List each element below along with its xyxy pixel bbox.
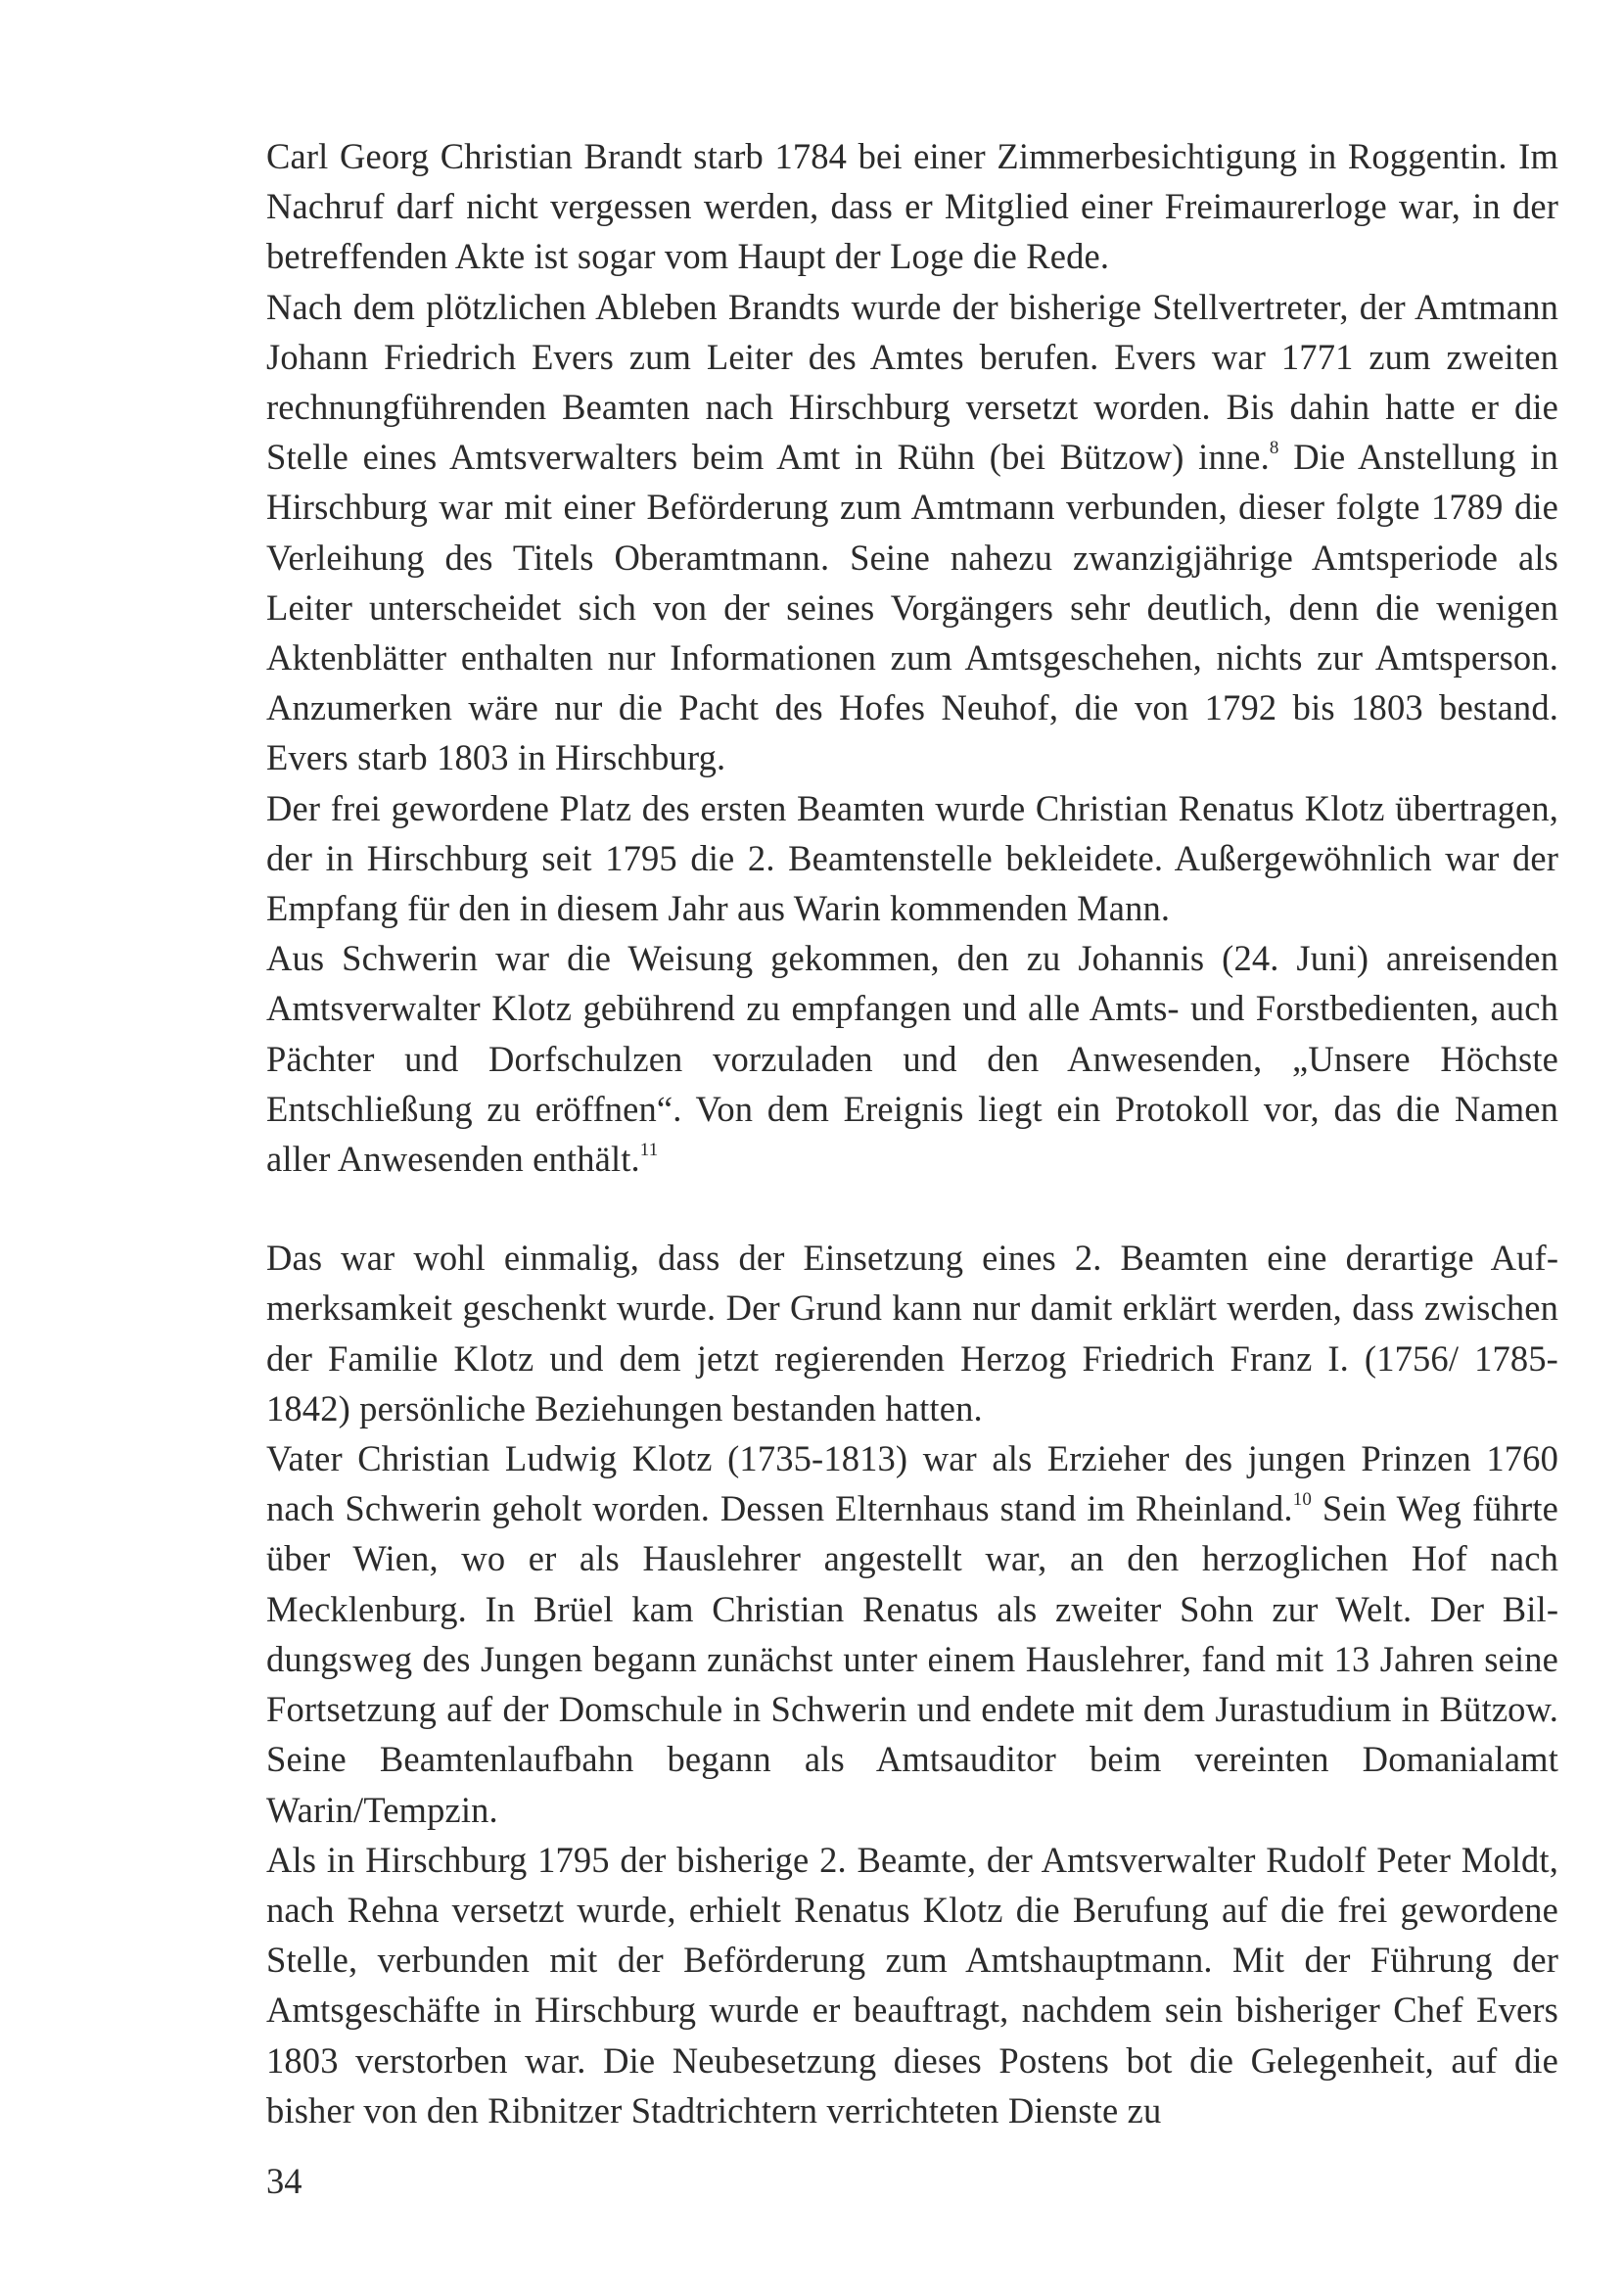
paragraph-text: Vater Christian Ludwig Klotz (1735-1813) war als Erzieher des jungen Prinzen 1760 nach Schwerin geholt worden. Dessen Elternhaus stand im Rheinland. [266,1438,1558,1529]
paragraph [266,1433,1558,1835]
paragraph-text: Sein Weg führte über Wien, wo er als Hauslehrer angestellt war, an den herzoglichen Hof nach Mecklenburg. In Brüel kam Christian Renatus als zweiter Sohn zur Welt. Der Bildungsweg des Jungen begann zunächst unter einem Hauslehrer, fand mit 13 Jahren seine Fortsetzung auf der Domschule in Schwerin und endete mit dem Jurastudium in Bützow. Seine Beamtenlaufbahn begann als Amtsauditor beim vereinten Domanialamt Warin/Tempzin. [266,1488,1558,1830]
paragraph [266,933,1558,1184]
footnote-marker: 11 [639,1139,659,1160]
paragraph-text: Die Anstellung in Hirschburg war mit einer Beförderung zum Amtmann verbunden, dieser folgte 1789 die Verleihung des Titels Oberamtmann. Seine nahezu zwanzigjährige Amtsperiode als Leiter unterscheidet sich von der seines Vorgängers sehr deutlich, denn die wenigen Aktenblätter enthalten nur Informationen zum Amtsgeschehen, nichts zur Amtsperson. Anzumerken wäre nur die Pacht des Hofes Neuhof, die von 1792 bis 1803 bestand. Evers starb 1803 in Hirschburg. [266,437,1559,778]
paragraph-text: Carl Georg Christian Brandt starb 1784 bei einer Zimmerbesichtigung in Roggentin. Im Nachruf darf nicht vergessen werden, dass er Mitglied einer Freimaurerloge war, in der betreffenden Akte ist sogar vom Haupt der Loge die Rede. [266,136,1558,277]
paragraph [266,131,1558,282]
paragraph-text: Als in Hirschburg 1795 der bisherige 2. Beamte, der Amtsverwalter Rudolf Peter Moldt, nach Rehna versetzt wurde, erhielt Renatus Klotz die Berufung auf die frei gewordene Stelle, verbunden mit der Beförderung zum Amtshauptmann. Mit der Führung der Amtsgeschäfte in Hirschburg wurde er beauftragt, nachdem sein bisheriger Chef Evers 1803 verstorben war. Die Neubesetzung dieses Postens bot die Gelegenheit, auf die bisher von den Ribnitzer Stadtrichtern verrichteten Dienste zu [266,1839,1558,2131]
paragraph [266,282,1558,783]
paragraph [266,783,1558,934]
body-text [266,131,1558,2135]
paragraph [266,1835,1558,2135]
footnote-marker: 10 [1292,1489,1312,1511]
paragraph-text: Der frei gewordene Platz des ersten Beamten wurde Christian Renatus Klotz übertragen, der in Hirschburg seit 1795 die 2. Beamtenstelle bekleidete. Außergewöhnlich war der Empfang für den in diesem Jahr aus Warin kommenden Mann. [266,787,1558,929]
paragraph-text: Aus Schwerin war die Weisung gekommen, den zu Johannis (24. Juni) anreisenden Amtsverwalter Klotz gebührend zu empfangen und alle Amts- und Forstbedienten, auch Pächter und Dorfschulzen vorzuladen und den Anwesenden, „Unsere Höchste Entschließung zu eröffnen“. Von dem Ereignis liegt ein Protokoll vor, das die Namen aller Anwesenden enthält. [266,938,1558,1180]
paragraph-text: Das war wohl einmalig, dass der Einsetzung eines 2. Beamten eine derartige Aufmerksamkeit geschenkt wurde. Der Grund kann nur damit erklärt werden, dass zwischen der Familie Klotz und dem jetzt regierenden Herzog Friedrich Franz I. (1756/ 1785-1842) persönliche Beziehungen bestanden hatten. [266,1238,1558,1429]
page-number: 34 [266,2161,302,2201]
paragraph [266,1233,1558,1433]
footnote-marker: 8 [1269,438,1279,459]
paragraph-text: Nach dem plötzlichen Ableben Brandts wurde der bisherige Stellvertreter, der Amtmann Johann Friedrich Evers zum Leiter des Amtes berufen. Evers war 1771 zum zweiten rechnungführenden Beamten nach Hirschburg versetzt worden. Bis dahin hatte er die Stelle eines Amtsverwalters beim Amt in Rühn (bei Bützow) inne. [266,286,1558,478]
